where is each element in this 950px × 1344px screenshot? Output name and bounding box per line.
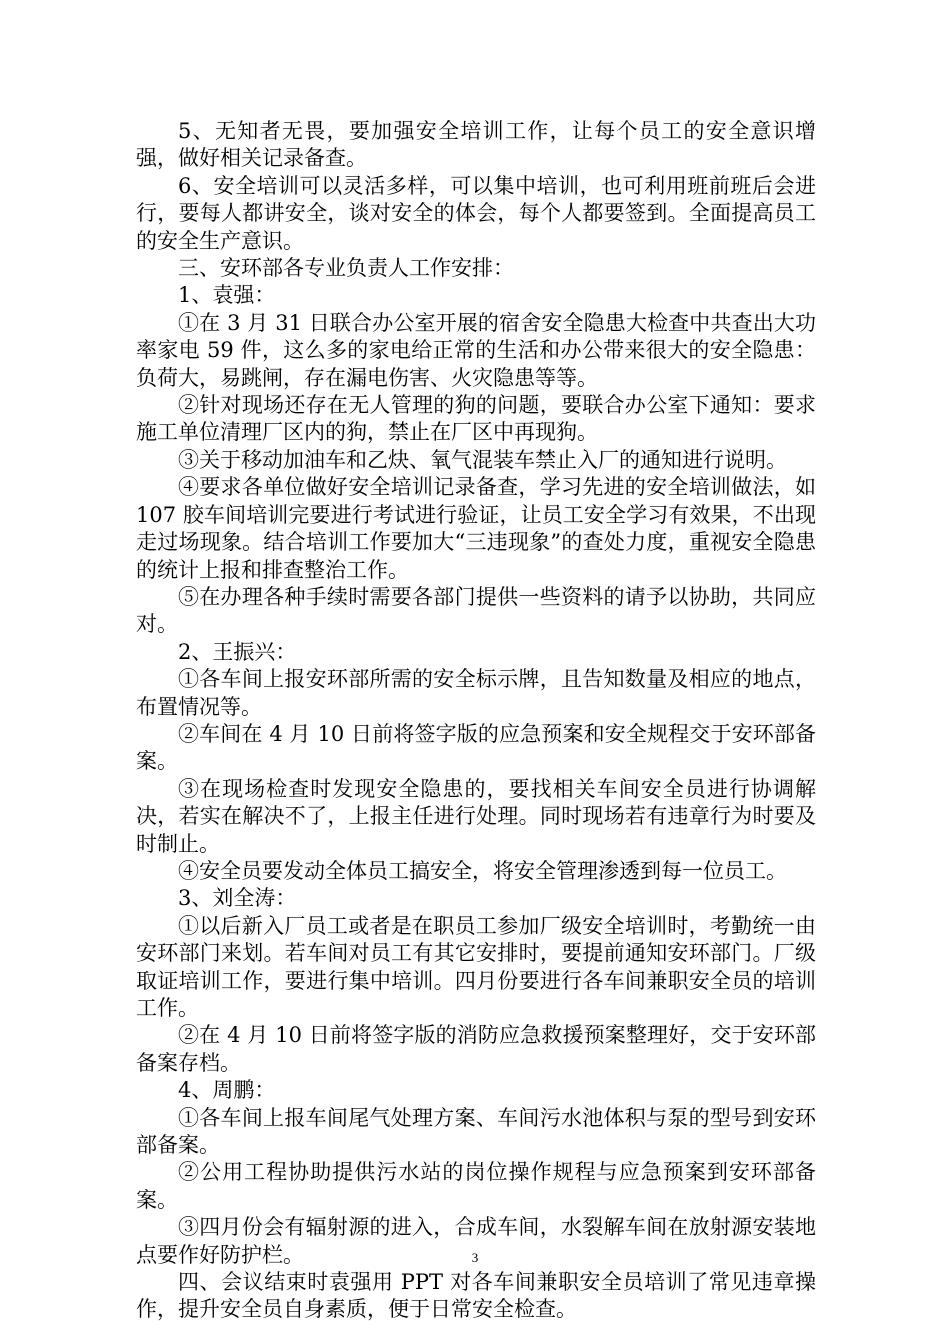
paragraph: ③关于移动加油车和乙炔、氧气混装车禁止入厂的通知进行说明。 [178, 447, 787, 472]
paragraph: ④要求各单位做好安全培训记录备查，学习先进的安全培训做法，如 107 胶车间培训完要进行考试进行验证，让员工安全学习有效果，不出现走过场现象。结合培训工作要加大“三违现象”的查处力度，重视安全隐患的统计上报和排查整治工作。 [136, 475, 816, 582]
person-heading: 1、袁强： [178, 283, 276, 308]
paragraph: 6、安全培训可以灵活多样，可以集中培训，也可利用班前班后会进行，要每人都讲安全，谈对安全的体会，每个人都要签到。全面提高员工的安全生产意识。 [136, 173, 816, 253]
page-number: 3 [471, 1250, 479, 1265]
section-heading: 三、安环部各专业负责人工作安排： [178, 256, 514, 281]
paragraph: ②在 4 月 10 日前将签字版的消防应急救援预案整理好，交于安环部备案存档。 [136, 1023, 816, 1075]
paragraph: ④安全员要发动全体员工搞安全，将安全管理渗透到每一位员工。 [178, 858, 787, 883]
paragraph: ①各车间上报车间尾气处理方案、车间污水池体积与泵的型号到安环部备案。 [136, 1105, 816, 1158]
paragraph: ②针对现场还存在无人管理的狗的问题，要联合办公室下通知：要求施工单位清理厂区内的狗，禁止在厂区中再现狗。 [136, 393, 816, 445]
paragraph: 5、无知者无畏，要加强安全培训工作，让每个员工的安全意识增强，做好相关记录备查。 [136, 119, 816, 171]
paragraph: ⑤在办理各种手续时需要各部门提供一些资料的请予以协助，共同应对。 [136, 584, 816, 637]
paragraph: ②公用工程协助提供污水站的岗位操作规程与应急预案到安环部备案。 [136, 1160, 816, 1212]
paragraph: ③四月份会有辐射源的进入，合成车间，水裂解车间在放射源安装地点要作好防护栏。 [136, 1215, 816, 1267]
person-heading: 4、周鹏： [178, 1078, 276, 1103]
paragraph: ③在现场检查时发现安全隐患的，要找相关车间安全员进行协调解决，若实在解决不了，上报主任进行处理。同时现场若有违章行为时要及时制止。 [136, 776, 816, 856]
document-body [136, 118, 816, 1324]
paragraph: ①以后新入厂员工或者是在职员工参加厂级安全培训时，考勤统一由安环部门来划。若车间对员工有其它安排时，要提前通知安环部门。厂级取证培训工作，要进行集中培训。四月份要进行各车间兼职安全员的培训工作。 [136, 913, 816, 1020]
section-heading: 四、会议结束时袁强用 PPT 对各车间兼职安全员培训了常见违章操作，提升安全员自身素质，便于日常安全检查。 [136, 1270, 816, 1322]
paragraph: ②车间在 4 月 10 日前将签字版的应急预案和安全规程交于安环部备案。 [136, 721, 816, 774]
paragraph: ①各车间上报安环部所需的安全标示牌，且告知数量及相应的地点，布置情况等。 [136, 667, 816, 719]
paragraph: ①在 3 月 31 日联合办公室开展的宿舍安全隐患大检查中共查出大功率家电 59 件，这么多的家电给正常的生活和办公带来很大的安全隐患：负荷大，易跳闸，存在漏电伤害、火灾隐患等等。 [136, 310, 816, 390]
person-heading: 2、王振兴： [178, 639, 297, 664]
person-heading: 3、刘全涛： [178, 886, 297, 911]
